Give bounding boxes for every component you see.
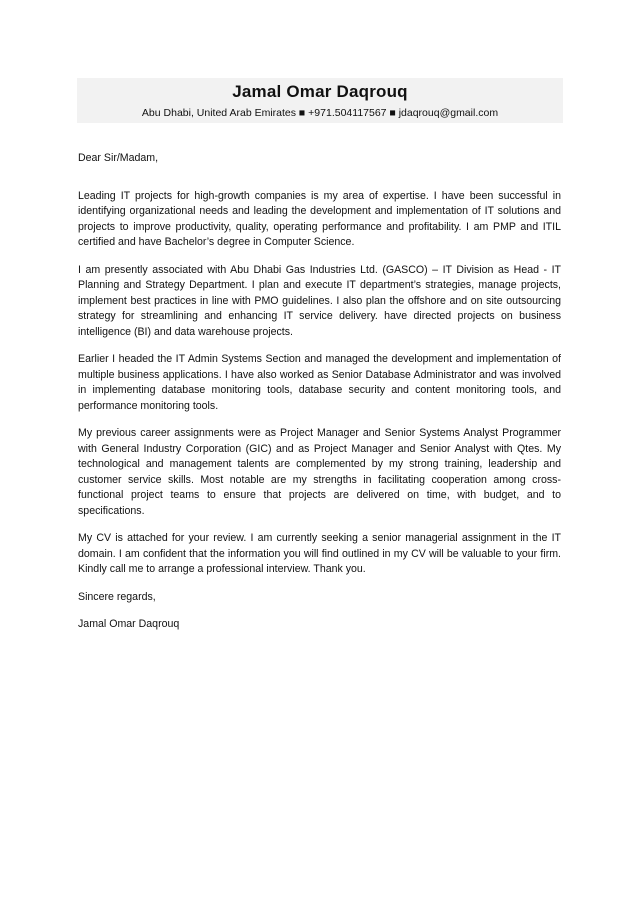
salutation: Dear Sir/Madam,: [78, 152, 159, 164]
letter-header: [77, 78, 563, 123]
closing: Sincere regards,: [78, 590, 156, 603]
letter-body: [78, 151, 561, 645]
sender-contact: Abu Dhabi, United Arab Emirates ■ +971.504117567 ■ jdaqrouq@gmail.com: [141, 107, 499, 119]
paragraph-2: I am presently associated with Abu Dhabi Gas Industries Ltd. (GASCO) – IT Division as Head - IT Planning and Strategy Department. I plan and execute IT department’s strategies, manage projects, implement best practices in line with PMO guidelines. I also plan the offshore and on site outsourcing strategy for streamlining and enhancing IT service delivery. have directed projects on business intelligence (BI) and data warehouse projects.: [78, 263, 561, 338]
paragraph-3: Earlier I headed the IT Admin Systems Section and managed the development and implementation of multiple business applications. I have also worked as Senior Database Administrator and was involved in implementing database monitoring tools, database security and content monitoring tools, and performance monitoring tools.: [78, 353, 561, 412]
paragraph-1: Leading IT projects for high-growth companies is my area of expertise. I have been successful in identifying organizational needs and leading the development and implementation of IT solutions and projects to improve productivity, quality, operating performance and profitability. I am PMP and ITIL certified and have Bachelor’s degree in Computer Science.: [78, 189, 561, 248]
signature: Jamal Omar Daqrouq: [78, 618, 180, 630]
sender-name: Jamal Omar Daqrouq: [232, 82, 408, 101]
paragraph-5: My CV is attached for your review. I am currently seeking a senior managerial assignment in the IT domain. I am confident that the information you will find outlined in my CV will be valuable to your firm. Kindly call me to arrange a professional interview. Thank you.: [78, 532, 561, 575]
paragraph-4: My previous career assignments were as Project Manager and Senior Systems Analyst Programmer with General Industry Corporation (GIC) and as Project Manager and Senior Analyst with Qtes. My technological and management talents are complemented by my strong training, leadership and customer service skills. Most notable are my strengths in facilitating cooperation among cross-functional project teams to ensure that projects are delivered on time, with budget, and to specifications.: [78, 427, 561, 517]
